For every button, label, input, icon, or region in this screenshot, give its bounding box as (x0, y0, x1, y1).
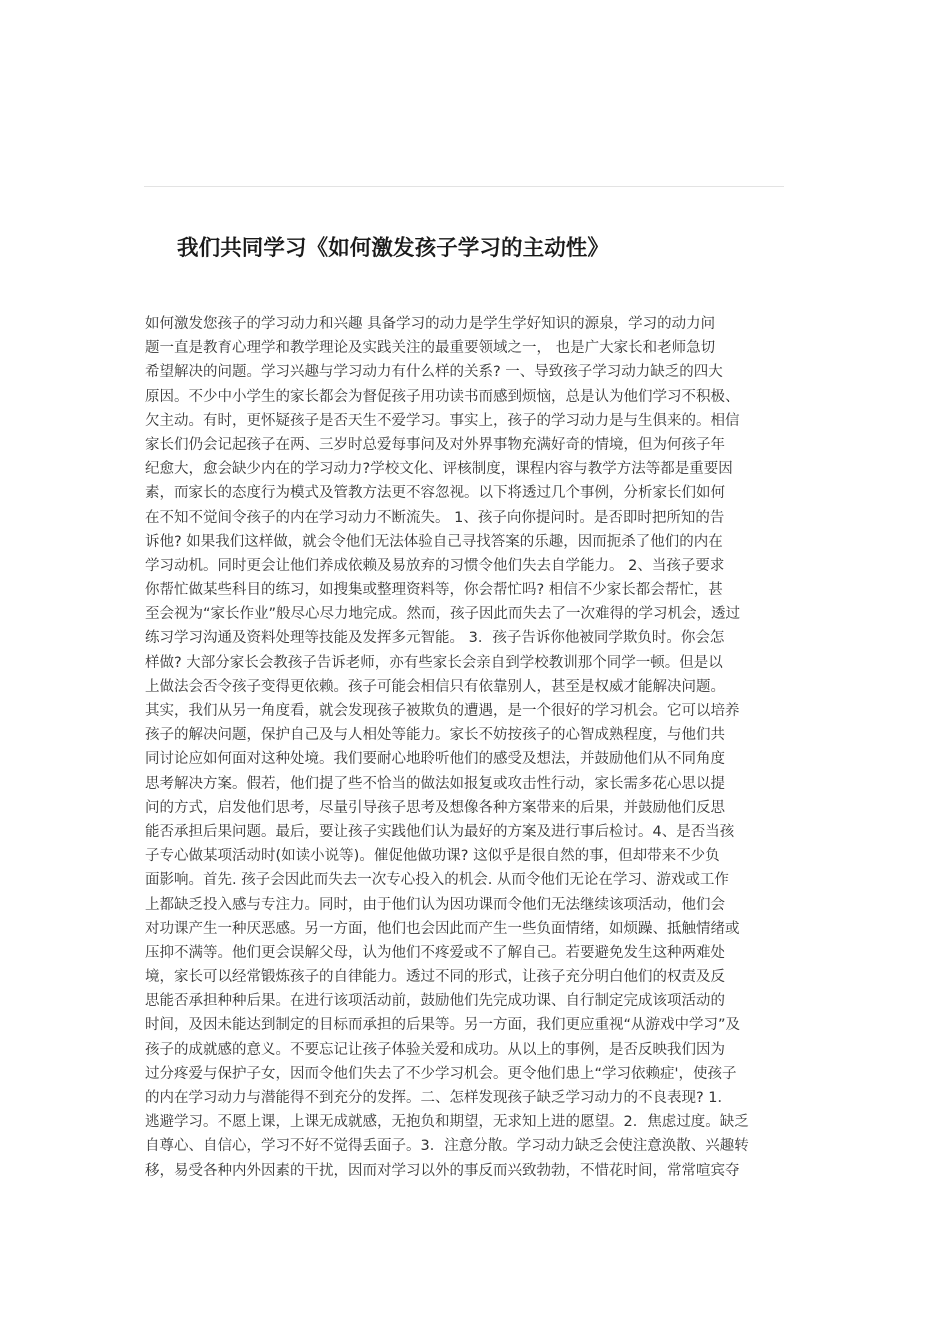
body-line: 你帮忙做某些科目的练习，如搜集或整理资料等，你会帮忙吗? 相信不少家长都会帮忙，甚 (145, 582, 723, 599)
body-line: 至会视为“家长作业”般尽心尽力地完成。然而，孩子因此而失去了一次难得的学习机会，透过 (145, 606, 741, 623)
body-line: 如何激发您孩子的学习动力和兴趣 具备学习的动力是学生学好知识的源泉，学习的动力问 (145, 316, 716, 332)
document-body (145, 312, 815, 1183)
body-line: 压抑不满等。他们更会误解父母，认为他们不疼爱或不了解自己。若要避免发生这种两难处 (145, 944, 725, 961)
body-line: 自尊心、自信心，学习不好不觉得丢面子。3．注意分散。学习动力缺乏会使注意涣散、兴趣转 (145, 1138, 749, 1155)
body-line: 时间，及因未能达到制定的目标而承担的后果等。另一方面，我们更应重视“从游戏中学习”及 (145, 1017, 741, 1034)
body-line: 欠主动。有时，更怀疑孩子是否天生不爱学习。事实上，孩子的学习动力是与生俱来的。相信 (145, 412, 740, 429)
body-line: 思能否承担种种后果。在进行该项活动前，鼓励他们先完成功课、自行制定完成该项活动的 (145, 993, 725, 1010)
body-line: 其实，我们从另一角度看，就会发现孩子被欺负的遭遇，是一个很好的学习机会。它可以培养 (145, 703, 740, 719)
body-line: 子专心做某项活动时(如读小说等)。催促他做功课? 这似乎是很自然的事，但却带来不少负 (145, 848, 720, 865)
body-line: 问的方式，启发他们思考，尽量引导孩子思考及想像各种方案带来的后果，并鼓励他们反思 (145, 799, 725, 816)
body-line: 纪愈大，愈会缺少内在的学习动力?学校文化、评核制度，课程内容与教学方法等都是重要因 (145, 461, 733, 478)
body-line: 原因。不少中小学生的家长都会为督促孩子用功读书而感到烦恼，总是认为他们学习不积极、 (145, 388, 740, 405)
body-line: 孩子的解决问题，保护自己及与人相处等能力。家长不妨按孩子的心智成熟程度，与他们共 (145, 727, 725, 744)
body-line: 诉他? 如果我们这样做，就会令他们无法体验自己寻找答案的乐趣，因而扼杀了他们的内在 (145, 533, 723, 550)
body-line: 同讨论应如何面对这种处境。我们要耐心地聆听他们的感受及想法，并鼓励他们从不同角度 (145, 751, 725, 768)
body-line: 学习动机。同时更会让他们养成依赖及易放弃的习惯令他们失去自学能力。 2、当孩子要求 (145, 557, 725, 574)
body-line: 逃避学习。不愿上课，上课无成就感，无抱负和期望，无求知上进的愿望。2．焦虑过度。缺乏 (145, 1114, 749, 1131)
body-line: 过分疼爱与保护子女，因而令他们失去了不少学习机会。更令他们患上“学习依赖症'，使孩子 (145, 1065, 737, 1082)
body-line: 题一直是教育心理学和教学理论及实践关注的最重要领域之一， 也是广大家长和老师急切 (145, 340, 716, 357)
body-line: 能否承担后果问题。最后，要让孩子实践他们认为最好的方案及进行事后检讨。4、是否当孩 (145, 823, 735, 840)
body-line: 上都缺乏投入感与专注力。同时，由于他们认为因功课而令他们无法继续该项活动，他们会 (145, 896, 725, 913)
document-title: 我们共同学习《如何激发孩子学习的主动性》 (177, 236, 610, 261)
body-line: 孩子的成就感的意义。不要忘记让孩子体验关爱和成功。从以上的事例，是否反映我们因为 (145, 1041, 725, 1058)
body-line: 对功课产生一种厌恶感。另一方面，他们也会因此而产生一些负面情绪，如烦躁、抵触情绪或 (145, 920, 740, 937)
body-line: 希望解决的问题。学习兴趣与学习动力有什么样的关系? 一、导致孩子学习动力缺乏的四大 (145, 364, 723, 381)
header-divider (144, 186, 784, 187)
body-line: 思考解决方案。假若，他们提了些不恰当的做法如报复或攻击性行动，家长需多花心思以提 (145, 775, 725, 792)
body-line: 移，易受各种内外因素的干扰，因而对学习以外的事反而兴致勃勃，不惜花时间，常常喧宾夺 (145, 1162, 740, 1179)
body-line: 素，而家长的态度行为模式及管教方法更不容忽视。以下将透过几个事例，分析家长们如何 (145, 485, 725, 502)
body-line: 的内在学习动力与潜能得不到充分的发挥。二、怎样发现孩子缺乏学习动力的不良表现? 1． (145, 1090, 733, 1106)
body-line: 境，家长可以经常锻炼孩子的自律能力。透过不同的形式，让孩子充分明白他们的权责及反 (145, 969, 725, 986)
body-line: 样做? 大部分家长会教孩子告诉老师，亦有些家长会亲自到学校教训那个同学一顿。但是以 (145, 654, 723, 671)
body-line: 面影响。首先. 孩子会因此而失去一次专心投入的机会. 从而令他们无论在学习、游戏或工作 (145, 872, 729, 889)
body-line: 上做法会否令孩子变得更依赖。孩子可能会相信只有依靠别人，甚至是权威才能解决问题。 (145, 678, 725, 695)
body-line: 在不知不觉间令孩子的内在学习动力不断流失。 1、孩子向你提问时。是否即时把所知的告 (145, 509, 725, 526)
body-line: 家长们仍会记起孩子在两、三岁时总爱每事问及对外界事物充满好奇的情境，但为何孩子年 (145, 436, 725, 453)
body-line: 练习学习沟通及资料处理等技能及发挥多元智能。 3．孩子告诉你他被同学欺负时。你会怎 (145, 630, 725, 647)
